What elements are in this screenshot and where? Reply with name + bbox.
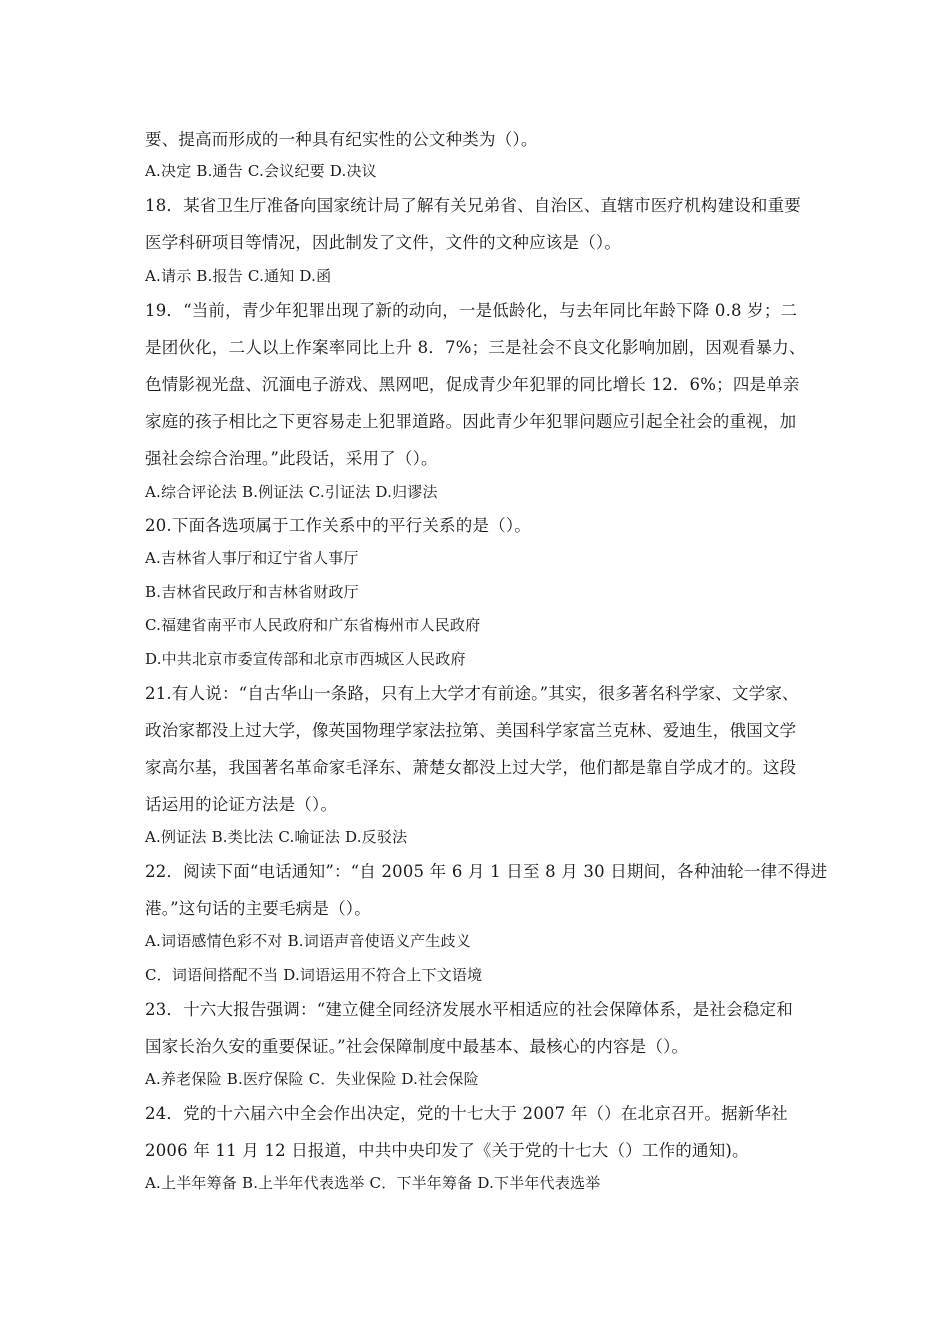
q22-options-ab: A.词语感情色彩不对 B.词语声音使语义产生歧义 (145, 932, 471, 950)
q21-text-line-1: 21.有人说：“自古华山一条路，只有上大学才有前途。”其实，很多著名科学家、文学家、 (145, 684, 799, 703)
q21-options: A.例证法 B.类比法 C.喻证法 D.反驳法 (145, 828, 408, 846)
q23-text-line-1: 23．十六大报告强调：“建立健全同经济发展水平相适应的社会保障体系，是社会稳定和 (145, 1000, 793, 1019)
q22-text-line-2: 港。”这句话的主要毛病是（）。 (145, 899, 371, 918)
q17-text-line-2: 要、提高而形成的一种具有纪实性的公文种类为（）。 (145, 130, 538, 149)
q17-options: A.决定 B.通告 C.会议纪要 D.决议 (145, 162, 377, 180)
q20-option-c: C.福建省南平市人民政府和广东省梅州市人民政府 (145, 616, 481, 634)
q24-text-line-2: 2006 年 11 月 12 日报道，中共中央印发了《关于党的十七大（）工作的通知)。 (145, 1141, 749, 1160)
q19-options: A.综合评论法 B.例证法 C.引证法 D.归谬法 (145, 483, 438, 501)
q20-option-d: D.中共北京市委宣传部和北京市西城区人民政府 (145, 650, 466, 668)
q19-text-line-4: 家庭的孩子相比之下更容易走上犯罪道路。因此青少年犯罪问题应引起全社会的重视，加 (145, 412, 797, 431)
q22-text-line-1: 22．阅读下面“电话通知”：“自 2005 年 6 月 1 日至 8 月 30 日期间，各种油轮一律不得进 (145, 862, 828, 881)
q24-options: A.上半年筹备 B.上半年代表选举 C．下半年筹备 D.下半年代表选举 (145, 1174, 601, 1192)
q23-options: A.养老保险 B.医疗保险 C．失业保险 D.社会保险 (145, 1070, 479, 1088)
q21-text-line-4: 话运用的论证方法是（）。 (145, 795, 338, 814)
q20-option-a: A.吉林省人事厅和辽宁省人事厅 (145, 549, 359, 567)
q18-text-line-1: 18．某省卫生厅准备向国家统计局了解有关兄弟省、自治区、直辖市医疗机构建设和重要 (145, 196, 801, 215)
q18-options: A.请示 B.报告 C.通知 D.函 (145, 267, 332, 285)
q19-text-line-3: 色情影视光盘、沉湎电子游戏、黑网吧，促成青少年犯罪的同比增长 12．6%；四是单亲 (145, 375, 800, 394)
q19-text-line-1: 19．“当前，青少年犯罪出现了新的动向，一是低龄化，与去年同比年龄下降 0.8 岁；二 (145, 301, 798, 320)
q20-option-b: B.吉林省民政厅和吉林省财政厅 (145, 583, 359, 601)
q21-text-line-2: 政治家都没上过大学，像英国物理学家法拉第、美国科学家富兰克林、爱迪生，俄国文学 (145, 721, 797, 740)
q20-text: 20.下面各选项属于工作关系中的平行关系的是（）。 (145, 516, 531, 535)
q21-text-line-3: 家高尔基，我国著名革命家毛泽东、萧楚女都没上过大学，他们都是靠自学成才的。这段 (145, 758, 797, 777)
q19-text-line-2: 是团伙化，二人以上作案率同比上升 8．7%；三是社会不良文化影响加剧，因观看暴力、 (145, 338, 806, 357)
q19-text-line-5: 强社会综合治理。”此段话，采用了（）。 (145, 449, 438, 468)
q22-options-cd: C．词语间搭配不当 D.词语运用不符合上下文语境 (145, 966, 483, 984)
q23-text-line-2: 国家长治久安的重要保证。”社会保障制度中最基本、最核心的内容是（）。 (145, 1037, 689, 1056)
q18-text-line-2: 医学科研项目等情况，因此制发了文件，文件的文种应该是（）。 (145, 233, 622, 252)
q24-text-line-1: 24．党的十六届六中全会作出决定，党的十七大于 2007 年（）在北京召开。据新华社 (145, 1104, 788, 1123)
